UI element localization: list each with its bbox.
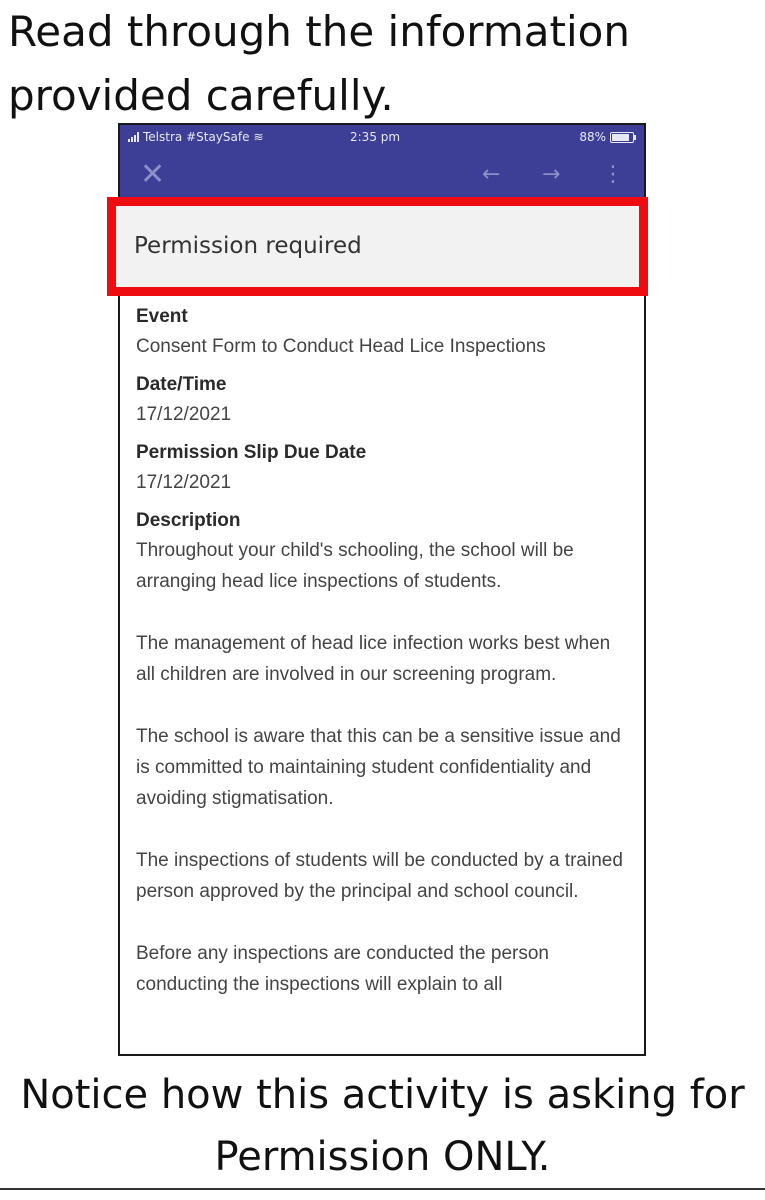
more-options-icon[interactable]: ⋮ — [602, 162, 624, 187]
wifi-icon: ≋ — [253, 130, 264, 144]
close-icon[interactable]: ✕ — [140, 157, 166, 192]
description-paragraph: The inspections of students will be conducted by a trained person approved by the principal and school council. — [136, 850, 623, 902]
battery-percent: 88% — [579, 130, 606, 144]
outro-line-2: Permission ONLY. — [214, 1134, 551, 1180]
forward-arrow-icon[interactable]: → — [542, 162, 561, 187]
datetime-value: 17/12/2021 — [136, 404, 232, 425]
carrier-name: Telstra #StaySafe — [143, 130, 250, 144]
status-time: 2:35 pm — [350, 130, 401, 144]
carrier-group — [128, 125, 264, 149]
due-date-label: Permission Slip Due Date — [136, 442, 367, 463]
intro-text — [8, 0, 748, 128]
outro-text — [0, 1064, 765, 1188]
due-date-value: 17/12/2021 — [136, 472, 232, 493]
description-paragraph: Throughout your child's schooling, the school will be arranging head lice inspections of students. — [136, 540, 574, 592]
back-arrow-icon[interactable]: ← — [482, 162, 501, 187]
intro-line-1: Read through the information — [8, 7, 630, 56]
description-paragraph: Before any inspections are conducted the person conducting the inspections will explain to all — [136, 943, 549, 995]
signal-icon — [128, 132, 139, 142]
event-label: Event — [136, 306, 188, 327]
status-bar — [120, 125, 644, 149]
battery-icon — [610, 132, 634, 143]
datetime-label: Date/Time — [136, 374, 227, 395]
app-bar — [120, 149, 644, 201]
battery-group — [579, 125, 634, 149]
permission-details — [136, 303, 631, 1031]
permission-required-header — [107, 197, 648, 296]
permission-required-title: Permission required — [134, 233, 362, 259]
description-paragraph: The management of head lice infection works best when all children are involved in our screening program. — [136, 633, 611, 685]
bottom-divider — [0, 1188, 765, 1190]
outro-line-1: Notice how this activity is asking for — [20, 1072, 745, 1118]
description-label: Description — [136, 510, 241, 531]
intro-line-2: provided carefully. — [8, 71, 394, 120]
description-paragraph: The school is aware that this can be a sensitive issue and is committed to maintaining student confidentiality and avoiding stigmatisation. — [136, 726, 621, 809]
event-value: Consent Form to Conduct Head Lice Inspections — [136, 336, 546, 357]
